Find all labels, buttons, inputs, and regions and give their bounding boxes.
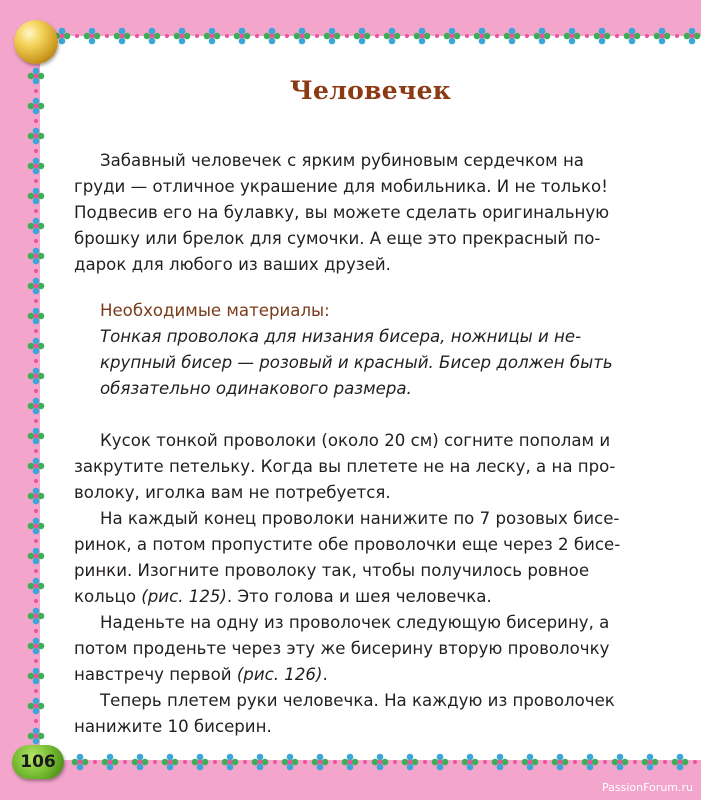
bead-flower-icon: [684, 28, 701, 45]
step-line: Кусок тонкой проволоки (около 20 см) согните пополам и: [100, 431, 611, 450]
bead-flower-icon: [504, 28, 521, 45]
bead-flower-icon: [234, 28, 251, 45]
bead-flower-icon: [28, 698, 45, 715]
bead-flower-icon: [192, 754, 209, 771]
bead-dot-icon: [315, 34, 319, 38]
bead-dot-icon: [165, 34, 169, 38]
intro-line: Подвесив его на булавку, вы можете сделать оригинальную: [74, 203, 610, 222]
bead-flower-icon: [354, 28, 371, 45]
bead-dot-icon: [34, 329, 38, 333]
step-line: ринок, а потом пропустите обе проволочки еще через 2 бисе-: [74, 535, 621, 554]
bead-dot-icon: [375, 34, 379, 38]
bead-flower-icon: [28, 218, 45, 235]
bead-flower-icon: [132, 754, 149, 771]
bead-flower-icon: [654, 28, 671, 45]
bead-dot-icon: [93, 760, 97, 764]
page-number-badge: 106: [12, 745, 64, 779]
bead-dot-icon: [225, 34, 229, 38]
bead-dot-icon: [363, 760, 367, 764]
bead-flower-icon: [432, 754, 449, 771]
intro-line: брошку или брелок для сумочки. А еще это прекрасный по-: [74, 229, 601, 248]
step-text: кольцо: [74, 587, 142, 606]
bead-flower-icon: [28, 428, 45, 445]
bead-flower-icon: [582, 754, 599, 771]
intro-line: Забавный человечек с ярким рубиновым сердечком на: [100, 151, 584, 170]
step-line: потом проденьте через эту же бисерину вторую проволочку: [74, 639, 610, 658]
bead-flower-icon: [28, 248, 45, 265]
bead-dot-icon: [693, 760, 697, 764]
gold-bead-decoration: [14, 20, 58, 64]
step-line: Теперь плетем руки человечка. На каждую из проволочек: [100, 691, 615, 710]
bead-flower-icon: [28, 728, 45, 745]
bead-flower-icon: [564, 28, 581, 45]
bead-flower-icon: [28, 368, 45, 385]
bead-flower-icon: [624, 28, 641, 45]
bead-dot-icon: [34, 89, 38, 93]
bead-flower-icon: [282, 754, 299, 771]
bead-flower-icon: [672, 754, 689, 771]
bead-flower-icon: [384, 28, 401, 45]
bead-dot-icon: [153, 760, 157, 764]
bead-flower-icon: [28, 578, 45, 595]
bead-dot-icon: [34, 419, 38, 423]
step-text: .: [322, 665, 328, 684]
bead-dot-icon: [345, 34, 349, 38]
bead-dot-icon: [34, 629, 38, 633]
bead-flower-icon: [28, 308, 45, 325]
intro-line: груди — отличное украшение для мобильника. И не только!: [74, 177, 608, 196]
bead-dot-icon: [34, 359, 38, 363]
bead-dot-icon: [34, 269, 38, 273]
bead-dot-icon: [34, 449, 38, 453]
bead-flower-icon: [102, 754, 119, 771]
bead-flower-icon: [144, 28, 161, 45]
materials-block: [74, 298, 654, 402]
bead-flower-icon: [28, 278, 45, 295]
bead-dot-icon: [453, 760, 457, 764]
bead-dot-icon: [513, 760, 517, 764]
bead-dot-icon: [645, 34, 649, 38]
bead-flower-icon: [114, 28, 131, 45]
bead-dot-icon: [405, 34, 409, 38]
bead-dot-icon: [105, 34, 109, 38]
bead-flower-icon: [402, 754, 419, 771]
bead-dot-icon: [423, 760, 427, 764]
step-line: закрутите петельку. Когда вы плетете не на леску, а на про-: [74, 457, 616, 476]
bead-flower-icon: [28, 638, 45, 655]
bead-flower-icon: [162, 754, 179, 771]
bead-dot-icon: [483, 760, 487, 764]
bead-dot-icon: [255, 34, 259, 38]
bead-dot-icon: [495, 34, 499, 38]
bead-dot-icon: [34, 719, 38, 723]
bead-dot-icon: [195, 34, 199, 38]
bead-border-left: [26, 36, 46, 760]
bead-flower-icon: [462, 754, 479, 771]
step-line: [74, 584, 654, 610]
bead-flower-icon: [552, 754, 569, 771]
bead-dot-icon: [34, 299, 38, 303]
bead-flower-icon: [474, 28, 491, 45]
bead-flower-icon: [294, 28, 311, 45]
bead-flower-icon: [522, 754, 539, 771]
bead-dot-icon: [34, 539, 38, 543]
bead-flower-icon: [612, 754, 629, 771]
figure-ref-126: (рис. 126): [236, 665, 323, 684]
bead-dot-icon: [675, 34, 679, 38]
bead-dot-icon: [34, 689, 38, 693]
bead-border-bottom: [40, 752, 701, 772]
step-line: [74, 662, 654, 688]
materials-heading: Необходимые материалы:: [100, 301, 330, 320]
bead-flower-icon: [28, 338, 45, 355]
step-line: На каждый конец проволоки нанижите по 7 розовых бисе-: [100, 509, 620, 528]
bead-flower-icon: [174, 28, 191, 45]
bead-dot-icon: [573, 760, 577, 764]
bead-flower-icon: [28, 488, 45, 505]
intro-line: дарок для любого из ваших друзей.: [74, 255, 391, 274]
bead-dot-icon: [273, 760, 277, 764]
bead-dot-icon: [333, 760, 337, 764]
bead-dot-icon: [543, 760, 547, 764]
bead-dot-icon: [123, 760, 127, 764]
step-line: нанижите 10 бисерин.: [74, 717, 272, 736]
bead-flower-icon: [264, 28, 281, 45]
bead-dot-icon: [555, 34, 559, 38]
step-line: ринки. Изогните проволоку так, чтобы получилось ровное: [74, 561, 590, 580]
bead-dot-icon: [34, 179, 38, 183]
bead-dot-icon: [34, 149, 38, 153]
bead-dot-icon: [633, 760, 637, 764]
bead-flower-icon: [534, 28, 551, 45]
bead-flower-icon: [28, 548, 45, 565]
bead-flower-icon: [312, 754, 329, 771]
bead-flower-icon: [222, 754, 239, 771]
materials-line: крупный бисер — розовый и красный. Бисер должен быть: [100, 353, 613, 372]
bead-flower-icon: [444, 28, 461, 45]
bead-dot-icon: [34, 389, 38, 393]
bead-flower-icon: [28, 398, 45, 415]
bead-flower-icon: [204, 28, 221, 45]
materials-line: Тонкая проволока для низания бисера, ножницы и не-: [100, 327, 582, 346]
bead-flower-icon: [324, 28, 341, 45]
bead-dot-icon: [243, 760, 247, 764]
bead-flower-icon: [28, 668, 45, 685]
bead-dot-icon: [393, 760, 397, 764]
bead-flower-icon: [594, 28, 611, 45]
bead-dot-icon: [34, 659, 38, 663]
bead-flower-icon: [28, 458, 45, 475]
instructions-block: [74, 428, 654, 740]
figure-ref-125: (рис. 125): [141, 587, 227, 606]
bead-dot-icon: [34, 209, 38, 213]
step-line: Наденьте на одну из проволочек следующую бисерину, а: [100, 613, 610, 632]
bead-border-top: [40, 26, 701, 46]
bead-dot-icon: [663, 760, 667, 764]
bead-flower-icon: [72, 754, 89, 771]
bead-flower-icon: [252, 754, 269, 771]
bead-dot-icon: [183, 760, 187, 764]
bead-dot-icon: [135, 34, 139, 38]
bead-dot-icon: [615, 34, 619, 38]
intro-paragraph: [74, 148, 654, 278]
bead-dot-icon: [34, 509, 38, 513]
bead-flower-icon: [28, 518, 45, 535]
bead-dot-icon: [303, 760, 307, 764]
bead-dot-icon: [603, 760, 607, 764]
step-text: . Это голова и шея человечка.: [226, 587, 492, 606]
bead-flower-icon: [28, 188, 45, 205]
bead-dot-icon: [585, 34, 589, 38]
bead-dot-icon: [34, 599, 38, 603]
bead-dot-icon: [465, 34, 469, 38]
bead-dot-icon: [34, 479, 38, 483]
bead-dot-icon: [525, 34, 529, 38]
bead-flower-icon: [84, 28, 101, 45]
bead-dot-icon: [34, 569, 38, 573]
bead-flower-icon: [414, 28, 431, 45]
step-line: волоку, иголка вам не потребуется.: [74, 483, 391, 502]
bead-dot-icon: [213, 760, 217, 764]
bead-flower-icon: [28, 158, 45, 175]
bead-dot-icon: [75, 34, 79, 38]
bead-flower-icon: [342, 754, 359, 771]
bead-dot-icon: [34, 239, 38, 243]
bead-dot-icon: [285, 34, 289, 38]
materials-line: обязательно одинакового размера.: [100, 379, 412, 398]
bead-flower-icon: [642, 754, 659, 771]
bead-flower-icon: [492, 754, 509, 771]
bead-flower-icon: [28, 608, 45, 625]
watermark-text: PassionForum.ru: [602, 781, 693, 794]
step-text: навстречу первой: [74, 665, 237, 684]
page-title: Человечек: [289, 76, 452, 105]
bead-dot-icon: [435, 34, 439, 38]
bead-dot-icon: [34, 119, 38, 123]
bead-flower-icon: [372, 754, 389, 771]
bead-flower-icon: [28, 128, 45, 145]
